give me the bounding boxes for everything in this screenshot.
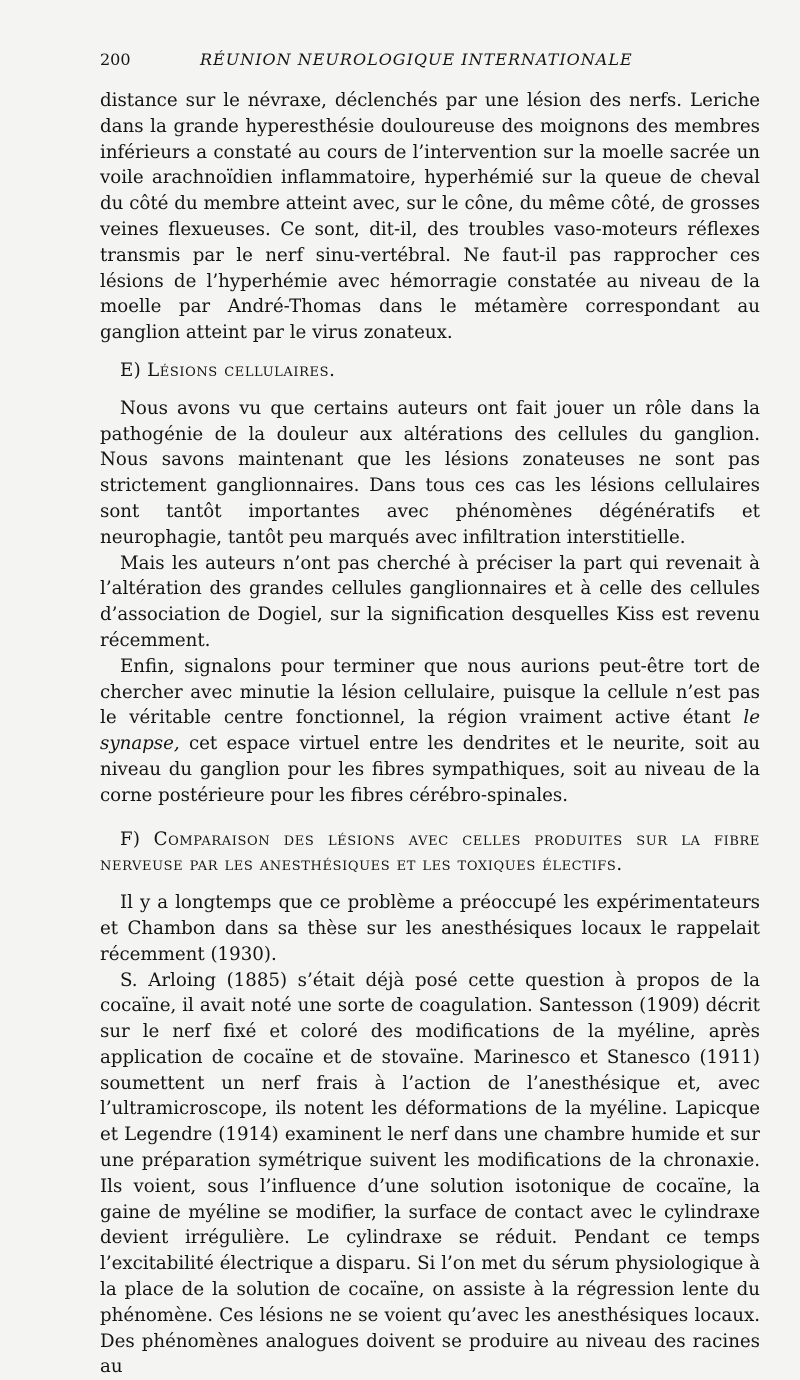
body-text — [100, 88, 760, 1380]
paragraph-4 — [100, 654, 760, 809]
paragraph-1: distance sur le névraxe, déclenchés par une lésion des nerfs. Leriche dans la grande hyperesthésie douloureuse des moignons des membres inférieurs a constaté au cours de l’intervention sur la moelle sacrée un voile arachnoïdien inflammatoire, hyperhémié sur la queue de cheval du côté du membre atteint avec, sur le cône, du même côté, de grosses veines flexueuses. Ce sont, dit-il, des troubles vaso-moteurs réflexes transmis par le nerf sinu-vertébral. Ne faut-il pas rapprocher ces lésions de l’hyperhémie avec hémorragie constatée au niveau de la moelle par André-Thomas dans le métamère correspondant au ganglion atteint par le virus zonateux. — [100, 88, 760, 346]
section-f-heading — [100, 827, 760, 879]
paragraph-3: Mais les auteurs n’ont pas cherché à préciser la part qui revenait à l’altération des grandes cellules ganglionnaires et à celle des cellules d’association de Dogiel, sur la signification desquelles Kiss est revenu récemment. — [100, 551, 760, 654]
section-e-heading — [100, 358, 760, 384]
running-title: RÉUNION NEUROLOGIQUE INTERNATIONALE — [200, 50, 633, 69]
paragraph-2: Nous avons vu que certains auteurs ont fait jouer un rôle dans la pathogénie de la douleur aux altérations des cellules du ganglion. Nous savons maintenant que les lésions zonateuses ne sont pas strictement ganglionnaires. Dans tous ces cas les lésions cellulaires sont tantôt importantes avec phénomènes dégénératifs et neurophagie, tantôt peu marqués avec infiltration interstitielle. — [100, 396, 760, 551]
section-e-label: E) — [120, 360, 147, 381]
paragraph-4-italic: le synapse, — [100, 707, 760, 754]
page-number: 200 — [100, 50, 131, 69]
section-f-title: Comparaison des lésions avec celles produites sur la fibre nerveuse par les anesthésiques et les toxiques électifs. — [100, 829, 760, 876]
section-f-label: F) — [120, 829, 154, 850]
page-header — [100, 50, 760, 74]
section-e-title: Lésions cellulaires. — [147, 360, 335, 381]
paragraph-4-text-b: cet espace virtuel entre les dendrites et le neurite, soit au niveau du ganglion pour les fibres sympathiques, soit au niveau de la corne postérieure pour les fibres cérébro-spinales. — [100, 733, 760, 806]
paragraph-4-text-a: Enfin, signalons pour terminer que nous aurions peut-être tort de chercher avec minutie la lésion cellulaire, puisque la cellule n’est pas le véritable centre fonctionnel, la région vraiment active étant — [100, 656, 760, 729]
paragraph-6: S. Arloing (1885) s’était déjà posé cette question à propos de la cocaïne, il avait noté une sorte de coagulation. Santesson (1909) décrit sur le nerf fixé et coloré des modifications de la myéline, après application de cocaïne et de stovaïne. Marinesco et Stanesco (1911) soumettent un nerf frais à l’action de l’anesthésique et, avec l’ultramicroscope, ils notent les déformations de la myéline. Lapicque et Legendre (1914) examinent le nerf dans une chambre humide et sur une préparation symétrique suivent les modifications de la chronaxie. Ils voient, sous l’influence d’une solution isotonique de cocaïne, la gaine de myéline se modifier, la surface de contact avec le cylindraxe devient irrégulière. Le cylindraxe se réduit. Pendant ce temps l’excitabilité électrique a disparu. Si l’on met du sérum physiologique à la place de la solution de cocaïne, on assiste à la régression lente du phénomène. Ces lésions ne se voient qu’avec les anesthésiques locaux. Des phénomènes analogues doivent se produire au niveau des racines au — [100, 968, 760, 1380]
paragraph-5: Il y a longtemps que ce problème a préoccupé les expérimentateurs et Chambon dans sa thèse sur les anesthésiques locaux le rappelait récemment (1930). — [100, 890, 760, 967]
